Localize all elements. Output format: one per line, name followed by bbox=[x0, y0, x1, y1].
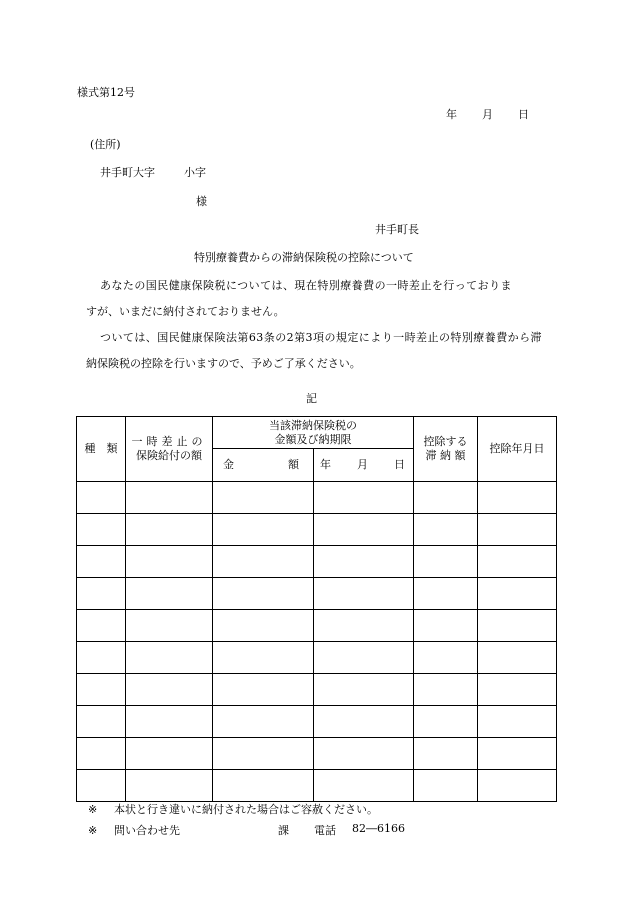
recipient-village: 井手町大字 bbox=[100, 166, 155, 179]
table-cell bbox=[77, 674, 126, 706]
body-paragraph-2 bbox=[88, 325, 558, 377]
table-cell bbox=[314, 546, 414, 578]
contact-phone-number: 82―6166 bbox=[352, 822, 405, 835]
header-deduct-amount-line-1: 控除する bbox=[423, 435, 468, 449]
body-paragraph-1-line-1: あなたの国民健康保険税については、現在特別療養費の一時差止を行っておりま bbox=[100, 279, 512, 292]
header-suspended-amount-line-2: 保険給付の額 bbox=[136, 449, 202, 462]
table-cell bbox=[414, 674, 478, 706]
form-number: 様式第12号 bbox=[77, 86, 135, 99]
table-cell bbox=[314, 738, 414, 770]
date-day: 日 bbox=[518, 108, 529, 121]
note-mark: ※ bbox=[88, 803, 98, 816]
note-apology-text: 本状と行き違いに納付された場合はご容赦ください。 bbox=[114, 803, 378, 816]
table-row bbox=[77, 482, 557, 514]
table-row bbox=[77, 642, 557, 674]
table-cell bbox=[478, 706, 557, 738]
table-cell bbox=[414, 578, 478, 610]
table-cell bbox=[213, 546, 314, 578]
table-cell bbox=[314, 674, 414, 706]
table-cell bbox=[213, 738, 314, 770]
contact-label: 問い合わせ先 bbox=[114, 824, 180, 837]
table-cell bbox=[314, 770, 414, 802]
table-cell bbox=[414, 610, 478, 642]
sender-title: 井手町長 bbox=[375, 223, 419, 236]
body-paragraph-2-line-1: ついては、国民健康保険法第63条の2第3項の規定により一時差止の特別療養費から滞 bbox=[100, 331, 542, 344]
header-delinquent-tax-line-2: 金額及び納期限 bbox=[274, 432, 352, 446]
table-cell bbox=[126, 482, 213, 514]
table-cell bbox=[314, 514, 414, 546]
note-apology bbox=[88, 801, 378, 817]
table-row bbox=[77, 546, 557, 578]
table-cell bbox=[478, 674, 557, 706]
table-row bbox=[77, 578, 557, 610]
body-paragraph-1-line-2: すが、いまだに納付されておりません。 bbox=[86, 305, 285, 318]
table-row bbox=[77, 706, 557, 738]
note-contact bbox=[88, 822, 405, 838]
header-suspended-amount bbox=[126, 417, 213, 482]
table-row bbox=[77, 514, 557, 546]
table-cell bbox=[314, 706, 414, 738]
table-cell bbox=[414, 770, 478, 802]
subheader-year: 年 bbox=[320, 458, 331, 472]
table-cell bbox=[126, 642, 213, 674]
table-row bbox=[77, 610, 557, 642]
header-delinquent-tax-line-1: 当該滞納保険税の bbox=[269, 418, 357, 432]
table-cell bbox=[478, 546, 557, 578]
table-cell bbox=[478, 514, 557, 546]
table-cell bbox=[213, 642, 314, 674]
table-cell bbox=[314, 578, 414, 610]
table-cell bbox=[478, 738, 557, 770]
table-cell bbox=[77, 578, 126, 610]
table-cell bbox=[77, 514, 126, 546]
issue-date bbox=[446, 109, 529, 120]
subheader-gaku: 額 bbox=[288, 458, 299, 472]
subheader-due-date bbox=[314, 449, 414, 482]
table-cell bbox=[414, 738, 478, 770]
table-cell bbox=[213, 770, 314, 802]
table-cell bbox=[213, 610, 314, 642]
subheader-amount bbox=[213, 449, 314, 482]
header-deduct-date: 控除年月日 bbox=[478, 417, 557, 482]
table-row bbox=[77, 770, 557, 802]
table-cell bbox=[414, 706, 478, 738]
recipient-koaza: 小字 bbox=[184, 166, 206, 179]
table-cell bbox=[414, 514, 478, 546]
note-mark: ※ bbox=[88, 824, 98, 837]
table-header-row-1 bbox=[77, 417, 557, 449]
table-cell bbox=[213, 482, 314, 514]
table-cell bbox=[314, 610, 414, 642]
table-cell bbox=[126, 578, 213, 610]
table-cell bbox=[478, 770, 557, 802]
table-cell bbox=[126, 546, 213, 578]
table-row bbox=[77, 674, 557, 706]
recipient-honorific: 様 bbox=[196, 195, 207, 208]
table-cell bbox=[126, 706, 213, 738]
header-suspended-amount-line-1: 一時差止の bbox=[131, 435, 207, 449]
table-cell bbox=[314, 482, 414, 514]
subheader-day: 日 bbox=[394, 458, 405, 472]
date-year: 年 bbox=[446, 108, 457, 121]
table-cell bbox=[126, 514, 213, 546]
table-cell bbox=[77, 482, 126, 514]
table-cell bbox=[478, 642, 557, 674]
table-cell bbox=[213, 578, 314, 610]
table-cell bbox=[77, 546, 126, 578]
subheader-kin: 金 bbox=[223, 458, 234, 472]
table-cell bbox=[77, 738, 126, 770]
table-cell bbox=[126, 770, 213, 802]
date-month: 月 bbox=[482, 108, 493, 121]
subheader-month: 月 bbox=[357, 458, 368, 472]
document-subject: 特別療養費からの滞納保険税の控除について bbox=[194, 251, 414, 264]
deduction-table bbox=[76, 416, 557, 802]
header-deduct-amount-line-2: 滞 納 額 bbox=[425, 449, 466, 462]
table-cell bbox=[213, 706, 314, 738]
address-label: (住所) bbox=[90, 138, 121, 151]
header-type: 種 類 bbox=[77, 417, 126, 482]
table-cell bbox=[213, 674, 314, 706]
table-cell bbox=[126, 738, 213, 770]
table-row bbox=[77, 738, 557, 770]
body-paragraph-1 bbox=[88, 273, 558, 325]
header-deduct-amount bbox=[414, 417, 478, 482]
table-cell bbox=[478, 610, 557, 642]
ki-heading: 記 bbox=[306, 392, 317, 405]
table-cell bbox=[478, 482, 557, 514]
table-cell bbox=[414, 482, 478, 514]
table-cell bbox=[77, 642, 126, 674]
table-cell bbox=[77, 706, 126, 738]
table-cell bbox=[77, 770, 126, 802]
table-cell bbox=[314, 642, 414, 674]
contact-section: 課 bbox=[278, 824, 289, 837]
table-cell bbox=[414, 546, 478, 578]
header-delinquent-tax bbox=[213, 417, 414, 449]
contact-phone-label: 電話 bbox=[314, 824, 336, 837]
table-cell bbox=[126, 610, 213, 642]
table-cell bbox=[478, 578, 557, 610]
body-paragraph-2-line-2: 納保険税の控除を行いますので、予めご了承ください。 bbox=[86, 357, 361, 370]
table-cell bbox=[414, 642, 478, 674]
table-cell bbox=[77, 610, 126, 642]
table-cell bbox=[213, 514, 314, 546]
table-cell bbox=[126, 674, 213, 706]
